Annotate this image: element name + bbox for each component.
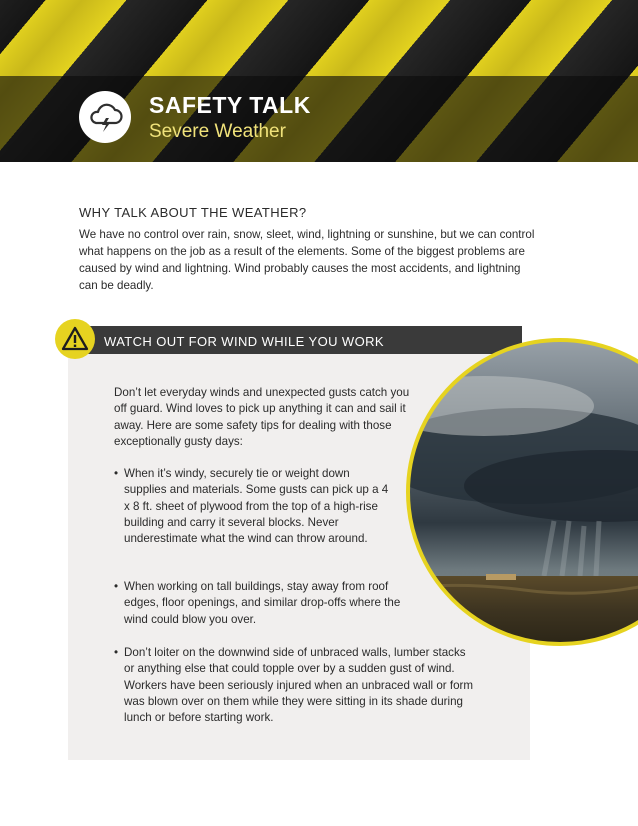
bullet-marker: • [114, 467, 119, 480]
warning-triangle-icon [55, 319, 95, 359]
page-title: SAFETY TALK [149, 92, 311, 118]
storm-cloud-lightning-icon [79, 91, 131, 143]
list-item [114, 579, 412, 628]
storm-over-field-photo [404, 336, 638, 648]
intro-paragraph: We have no control over rain, snow, sleet, wind, lightning or sunshine, but we can control what happens on the job as a result of the elements. Some of the biggest problems are caused by wind and lightning. Wind probably causes the most accidents, and lightning can be deadly. [79, 228, 535, 292]
page-subtitle: Severe Weather [149, 121, 286, 142]
wind-intro-paragraph: Don’t let everyday winds and unexpected gusts catch you off guard. Wind loves to pick up anything it can and sail it away. Here are some safety tips for dealing with those exceptionally gusty days: [114, 386, 410, 448]
list-item [114, 466, 389, 547]
list-item-text: Don’t loiter on the downwind side of unbraced walls, lumber stacks or anything else that could topple over by a sudden gust of wind. Workers have been seriously injured when an unbraced wall or form was blown over on them while they were sitting in its shade during lunch or before starting work. [124, 646, 474, 725]
list-item-text: When working on tall buildings, stay away from roof edges, floor openings, and similar drop-offs where the wind could blow you over. [124, 580, 401, 626]
list-item [114, 645, 474, 726]
bullet-marker: • [114, 580, 119, 593]
bullet-marker: • [114, 646, 119, 659]
list-item-text: When it’s windy, securely tie or weight down supplies and materials. Some gusts can pick up a 4 x 8 ft. sheet of plywood from the top of a high-rise building and carry it several blocks. Never underestimate what the wind can throw around. [124, 467, 389, 546]
wind-section-heading: WATCH OUT FOR WIND WHILE YOU WORK [104, 334, 384, 349]
intro-heading: WHY TALK ABOUT THE WEATHER? [79, 205, 307, 220]
